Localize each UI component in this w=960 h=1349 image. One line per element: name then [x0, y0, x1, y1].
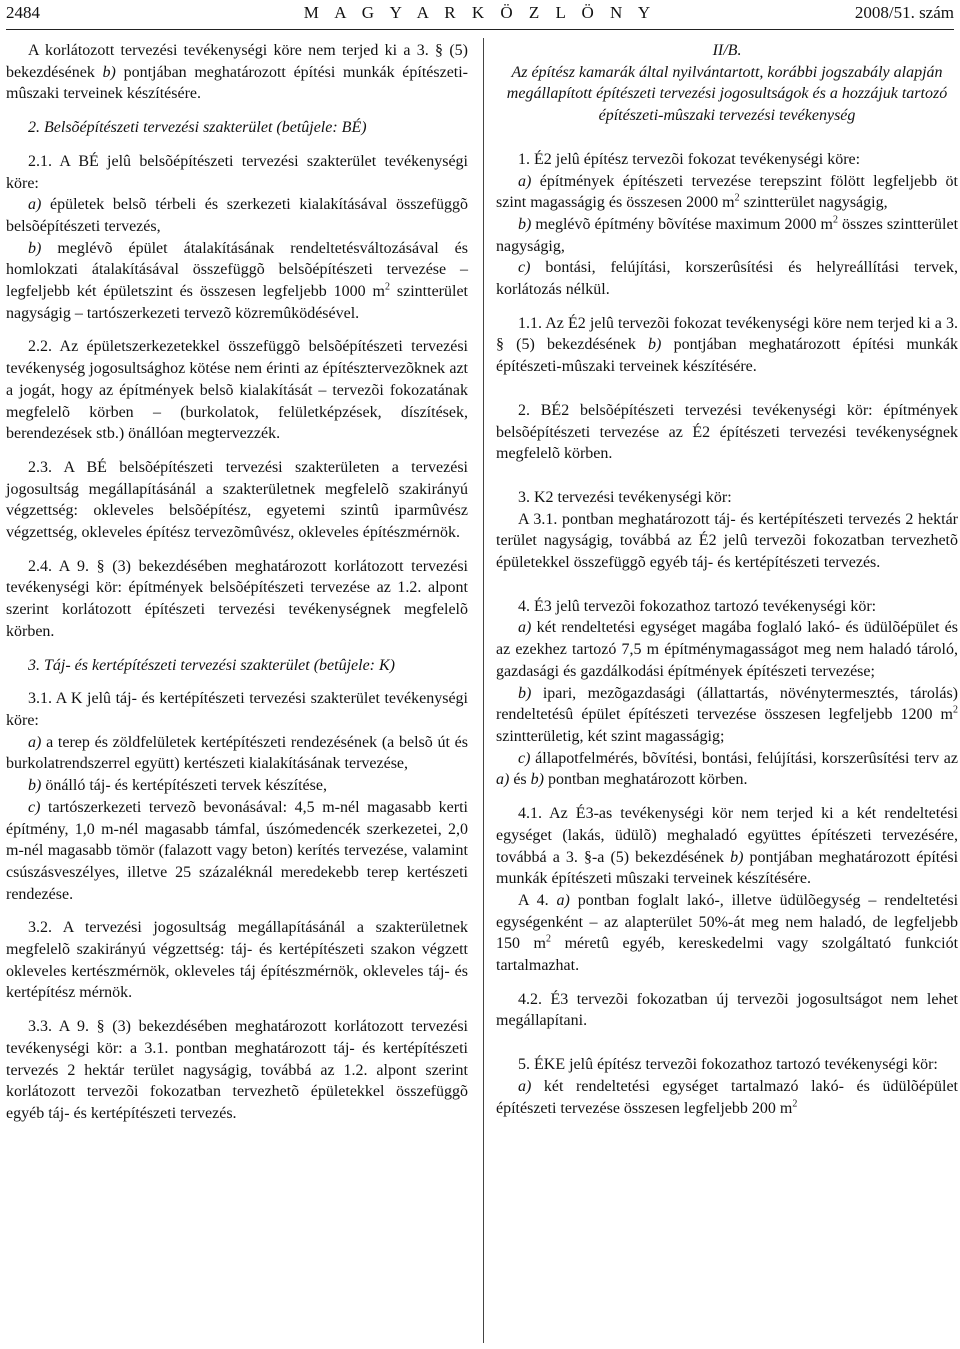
paragraph: 2.1. A BÉ jelû belsõépítészeti tervezési szakterület tevékenységi köre: — [6, 152, 468, 192]
paragraph: 4. É3 jelû tervezõi fokozathoz tartozó tevékenységi kör: — [518, 597, 877, 615]
paragraph: 4.2. É3 tervezõi fokozatban új tervezõi jogosultságot nem lehet megállapítani. — [496, 990, 958, 1030]
paragraph: 5. ÉKE jelû építész tervezõi fokozathoz tartozó tevékenységi kör: — [518, 1056, 938, 1074]
paragraph: 1.1. Az É2 jelû tervezõi fokozat tevékenységi köre nem terjed ki a 3. § (5) bekezdésének b) pontjában meghatározott építési munkák építészeti-mûszaki terveinek készítésére. — [496, 314, 959, 376]
list-item: a) két rendeltetési egységet tartalmazó lakó- és üdülõépület építészeti tervezése összesen legfeljebb 200 $m^2$ — [496, 1077, 958, 1117]
journal-title: M A G Y A R K Ö Z L Ö N Y — [303, 3, 657, 22]
list-item: c) állapotfelmérés, bõvítési, bontási, felújítási, korszerûsítési terv az a) és b) pontban meghatározott körben. — [496, 749, 958, 789]
section-heading: 3. Táj- és kertépítészeti tervezési szakterület (betûjele: K) — [28, 656, 396, 674]
paragraph: 1. É2 jelû építész tervezõi fokozat tevékenységi köre: — [518, 150, 861, 168]
paragraph: 2.2. Az épületszerkezetekkel összefüggõ belsõépítészeti tervezési tevékenység jogosultsághoz kötése nem érinti az építésztervezõknek azt a jogát, hogy az építmények belsõ kialakítását – tervezõi fokozatának megfelelõ körben – (burkolatok, felületképzések, díszítések, berendezések stb.) önállóan megtervezzék. — [6, 338, 468, 443]
left-column — [6, 40, 468, 1125]
page-number: 2484 — [6, 3, 40, 22]
paragraph: 4.1. Az É3-as tevékenységi kör nem terjed ki a két rendeltetési egységet (lakás, üdülõ) meghaladó együttes építészeti tervezésére, továbbá a 3. §-a (5) bekezdésének b) pontjában meghatározott építési munkák építészeti mûszaki terveinek készítésére. — [496, 805, 959, 888]
list-item: a) két rendeltetési egységet magába foglaló lakó- és üdülõépület és az ezekhez tartozó 7,5 m építménymagasságot meg nem haladó tároló, gazdasági és gazdálkodási építmények építészeti tervezése; — [496, 619, 959, 680]
paragraph: 2.3. A BÉ belsõépítészeti tervezési szakterületen a tervezési jogosultság megállapításánál a szakterületnek megfelelõ szakirányú végzettség: okleveles belsõépítész, egyetemi szintû iparmûvész végzettség, okleveles építész tervezõmûvész, okleveles építészmérnök. — [6, 458, 468, 542]
page-header — [6, 0, 954, 30]
list-item: a) épületek belsõ térbeli és szerkezeti kialakításával összefüggõ belsõépítészeti tervezés, — [6, 196, 469, 235]
paragraph: 3.3. A 9. § (3) bekezdésében meghatározott korlátozott tervezési tevékenységi kör: a 3.1. pontban meghatározott táj- és kertépítészeti tervezés 2 hektár terület nagyságig, továbbá az 1.2. alpont szerint korlátozott tervezõi fokozatban tervezhetõ épületekkel összefüggõ egyéb táj- és kertépítészeti tervezés. — [6, 1018, 468, 1122]
header-rule — [6, 29, 954, 30]
column-divider — [483, 38, 484, 1343]
paragraph: 2. BÉ2 belsõépítészeti tervezési tevékenységi kör: építmények belsõépítészeti tervezése az É2 építészeti tervezési tevékenységnek megfelelõ körben. — [496, 401, 958, 463]
list-item: a) a terep és zöldfelületek kertépítészeti rendezésének (a belsõ út és burkolatrendszerrel együtt) kertészeti kialakításának tervezése, — [6, 733, 468, 773]
paragraph: A 4. a) pontban foglalt lakó-, illetve üdülõegység – rendeltetési egységenként – az alapterület 50%-át meg nem haladó, de legfeljebb 150 $m^2$ méretû egyéb, kereskedelmi vagy szolgáltató funkciót tartalmazhat. — [496, 891, 959, 975]
list-item: b) meglévõ épület átalakításának rendeltetésváltozásával és homlokzati átalakításával összefüggõ belsõépítészeti tervezése – legfeljebb két épületszint és összesen legfeljebb 1000 $m^2$ szintterület nagyságig – tartószerkezeti tervezõ közremûködésével. — [6, 239, 469, 322]
list-item: b) meglévõ építmény bõvítése maximum 2000 $m^2$ összes szintterület nagyságig, — [496, 214, 959, 255]
right-column — [496, 40, 958, 1119]
list-item: c) bontási, felújítási, korszerûsítési és helyreállítási tervek, korlátozás nélkül. — [496, 259, 958, 299]
issue-number: 2008/51. szám — [854, 3, 954, 22]
paragraph: A 3.1. pontban meghatározott táj- és kertépítészeti tervezés 2 hektár terület nagyságig, továbbá az É2 jelû tervezõi fokozatban tervezhetõ épületekkel összefüggõ egyéb táj- és kertépítészeti tervezés. — [496, 510, 958, 572]
paragraph: 3.2. A tervezési jogosultság megállapításánál a szakterületnek megfelelõ szakirányú végzettség: táj- és kertépítészeti szakon végzett okleveles kertészmérnök, okleveles táj építészmérnök, okleveles táj- és kertépítész mérnök. — [6, 919, 468, 1002]
section-roman-numeral: II/B. — [712, 42, 742, 59]
paragraph: 2.4. A 9. § (3) bekezdésében meghatározott korlátozott tervezési tevékenységi kör: építmények belsõépítészeti tervezése az 1.2. alpont szerint korlátozott építészeti tervezési tevékenységnek megfelelõ körben. — [6, 557, 468, 640]
paragraph: 3.1. A K jelû táj- és kertépítészeti tervezési szakterület tevékenységi köre: — [6, 690, 468, 729]
list-item: a) építmények építészeti tervezése terepszint fölött legfeljebb öt szint magasságig és összesen 2000 $m^2$ szintterület nagyságig, — [496, 172, 958, 212]
list-item: b) ipari, mezõgazdasági (állattartás, növénytermesztés, tárolás) rendeltetésû épület építészeti tervezése összesen legfeljebb 1200 $m^2$ szintterületig, két szint magasságig; — [496, 684, 958, 745]
section-title: Az építész kamarák által nyilvántartott, korábbi jogszabály alapján megállapított építészeti tervezési jogosultságok és a hozzájuk tartozó építészeti-mûszaki tervezési tevékenység — [506, 63, 948, 125]
section-heading: 2. Belsõépítészeti tervezési szakterület (betûjele: BÉ) — [28, 119, 367, 137]
paragraph: A korlátozott tervezési tevékenységi köre nem terjed ki a 3. § (5) bekezdésének b) pontjában meghatározott építési munkák építészeti-mûszaki terveinek készítésére. — [6, 42, 469, 103]
list-item: b) önálló táj- és kertépítészeti tervek készítése, — [28, 777, 327, 795]
paragraph: 3. K2 tervezési tevékenységi kör: — [518, 488, 732, 506]
list-item: c) tartószerkezeti tervezõ bevonásával: 4,5 m-nél magasabb kerti építmény, 1,0 m-nél magasabb támfal, úszómedencék szerkezetei, 2,0 m-nél magasabb tömör (falazott vagy beton) kerítés tervezése, valamint csúszásveszélyes, illetve 25 százaléknál meredekebb terep kertészeti rendezése. — [6, 798, 469, 903]
